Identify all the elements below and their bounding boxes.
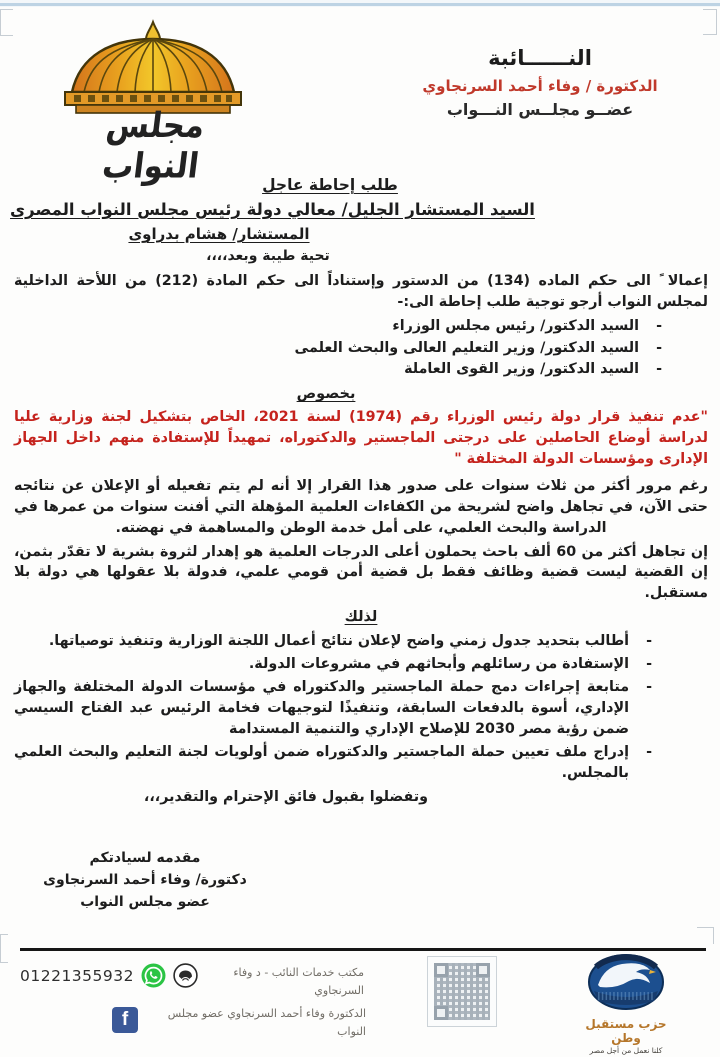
body-paragraph-2: إن تجاهل أكثر من 60 ألف باحث يحملون أعلى الدرجات العلمية هو إهدار لثروة بشرية لا تقدّر بثمن، إن القضية ليست قضية وظائف فقط بل قضية أمن قومي علمي، فدولة بلا عقولها هي دولة بلا مستقبل. (14, 543, 709, 602)
signature-line-2: دكتورة/ وفاء أحمد السرنجاوى (43, 871, 247, 888)
facebook-icon: f (112, 1007, 138, 1033)
party-name: حزب مستقبل وطن (585, 1017, 667, 1045)
recipient-text: السيد الدكتور/ رئيس مجلس الوزراء (392, 317, 640, 334)
phone-number: 01221355932 (20, 966, 134, 985)
facebook-page-text: الدكتورة وفاء أحمد السرنجاوي عضو مجلس النواب (167, 1007, 366, 1039)
demand-item (14, 631, 652, 652)
addressee-line-1: السيد المستشار الجليل/ معالي دولة رئيس مجلس النواب المصرى (10, 200, 535, 219)
dash-marker: - (646, 679, 652, 696)
demand-item (14, 742, 652, 784)
mp-name: الدكتورة / وفاء أحمد السرنجاوي (422, 77, 658, 95)
addressee-line-2: المستشار/ هشام بدراوى (128, 225, 310, 243)
party-logo (570, 953, 682, 1055)
dash-marker: - (656, 317, 662, 334)
party-slogan: كلنا نعمل من أجل مصر (589, 1046, 663, 1055)
whatsapp-icon (141, 963, 166, 988)
demand-text: الإستفادة من رسائلهم وأبحاثهم في مشروعات الدولة. (248, 656, 630, 673)
demand-text: إدراج ملف تعيين حملة الماجستير والدكتوراه ضمن أولويات لجنة التعليم والبحث العلمي بالمجلس. (14, 743, 630, 781)
recipients-list (14, 316, 708, 381)
dash-marker: - (656, 339, 662, 356)
intro-paragraph: إعمالا ً الى حكم الماده (134) من الدستور وإستناداً الى حكم المادة (212) من اللأحة الداخلية لمجلس النواب أرجو توجية طلب إحاطة الى:- (14, 273, 708, 310)
demand-text: أطالب بتحديد جدول زمني واضح لإعلان نتائج أعمال اللجنة الوزارية وتنفيذ توصياتها. (48, 633, 630, 650)
qr-code (427, 956, 497, 1027)
demand-text: متابعة إجراءات دمج حملة الماجستير والدكتوراه في مؤسسات الدولة المختلفة والجهاز الإداري، أسوة بالدفعات السابقة، وتنفيذًا لتوجيهات فخامة الرئيس عبد الفتاح السيسي ضمن رؤية مصر 2030 للإصلاح الإداري والتنمية المستدامة (14, 679, 630, 737)
footer-divider (20, 948, 706, 951)
phone-contact (20, 963, 198, 988)
parliament-logo-calligraphy: مجلس النواب (99, 105, 207, 187)
qr-modules (434, 963, 490, 1020)
therefore-label: لذلك (344, 609, 378, 626)
mp-role: عضــو مجلــس النـــواب (446, 100, 634, 119)
closing-line: وتفضلوا بقبول فائق الإحترام والتقدير،،، (143, 789, 429, 806)
dash-marker: - (646, 743, 652, 760)
signature-block (24, 848, 266, 913)
regarding-text: "عدم تنفيذ قرار دولة رئيس الوزراء رقم (1974) لسنة 2021، الخاص بتشكيل لجنة وزارية عليا لدراسة أوضاع الحاصلين على درجتى الماجستير والدكتوراه، تمهيداً للإستفادة منهم داخل الجهاز الإدارى ومؤسسات الدولة المختلفة " (14, 409, 708, 468)
letter-body (14, 271, 708, 913)
dash-marker: - (656, 361, 662, 378)
greeting-line: تحية طيبة وبعد،،،، (206, 248, 330, 264)
recipient-item (14, 359, 662, 380)
letter-subject: طلب إحاطة عاجل (262, 176, 398, 194)
body-paragraph-1: رغم مرور أكثر من ثلاث سنوات على صدور هذا القرار إلا أنه لم يتم تفعيله أو الإعلان عن نتائجه حتى الآن، في تجاهل واضح لشريحة من الكفاءات العلمية المؤهلة التي أفنت سنوات من عمرها في الدراسة والبحث العلمي، على أمل خدمة الوطن والمساهمة في نهضته. (14, 478, 708, 536)
demands-list (14, 631, 708, 783)
letterhead-text (402, 46, 678, 119)
recipient-item (14, 316, 662, 337)
mp-title: النــــــائبة (488, 46, 592, 70)
recipient-item (14, 338, 662, 359)
dash-marker: - (646, 656, 652, 673)
therefore-section (14, 607, 708, 628)
recipient-text: السيد الدكتور/ وزير التعليم العالى والبحث العلمى (294, 339, 640, 356)
office-services-text: مكتب خدمات النائب - د وفاء السرنجاوي (233, 966, 364, 998)
scan-corner-mark (703, 9, 717, 35)
demand-item (14, 677, 652, 740)
signature-line-3: عضو مجلس النواب (80, 893, 210, 910)
signature-line-1: مقدمه لسيادتكم (89, 850, 201, 867)
regarding-section (0, 384, 673, 405)
recipient-text: السيد الدكتور/ وزير القوى العاملة (404, 361, 640, 378)
scan-top-line (0, 3, 720, 6)
parliament-logo (52, 18, 254, 187)
regarding-label: بخصوص (296, 386, 356, 403)
scan-corner-mark (0, 934, 8, 963)
party-eagle-icon (586, 953, 666, 1011)
scan-corner-mark (0, 9, 13, 36)
dash-marker: - (646, 633, 652, 650)
demand-item (14, 654, 652, 675)
scan-corner-mark (697, 927, 714, 944)
